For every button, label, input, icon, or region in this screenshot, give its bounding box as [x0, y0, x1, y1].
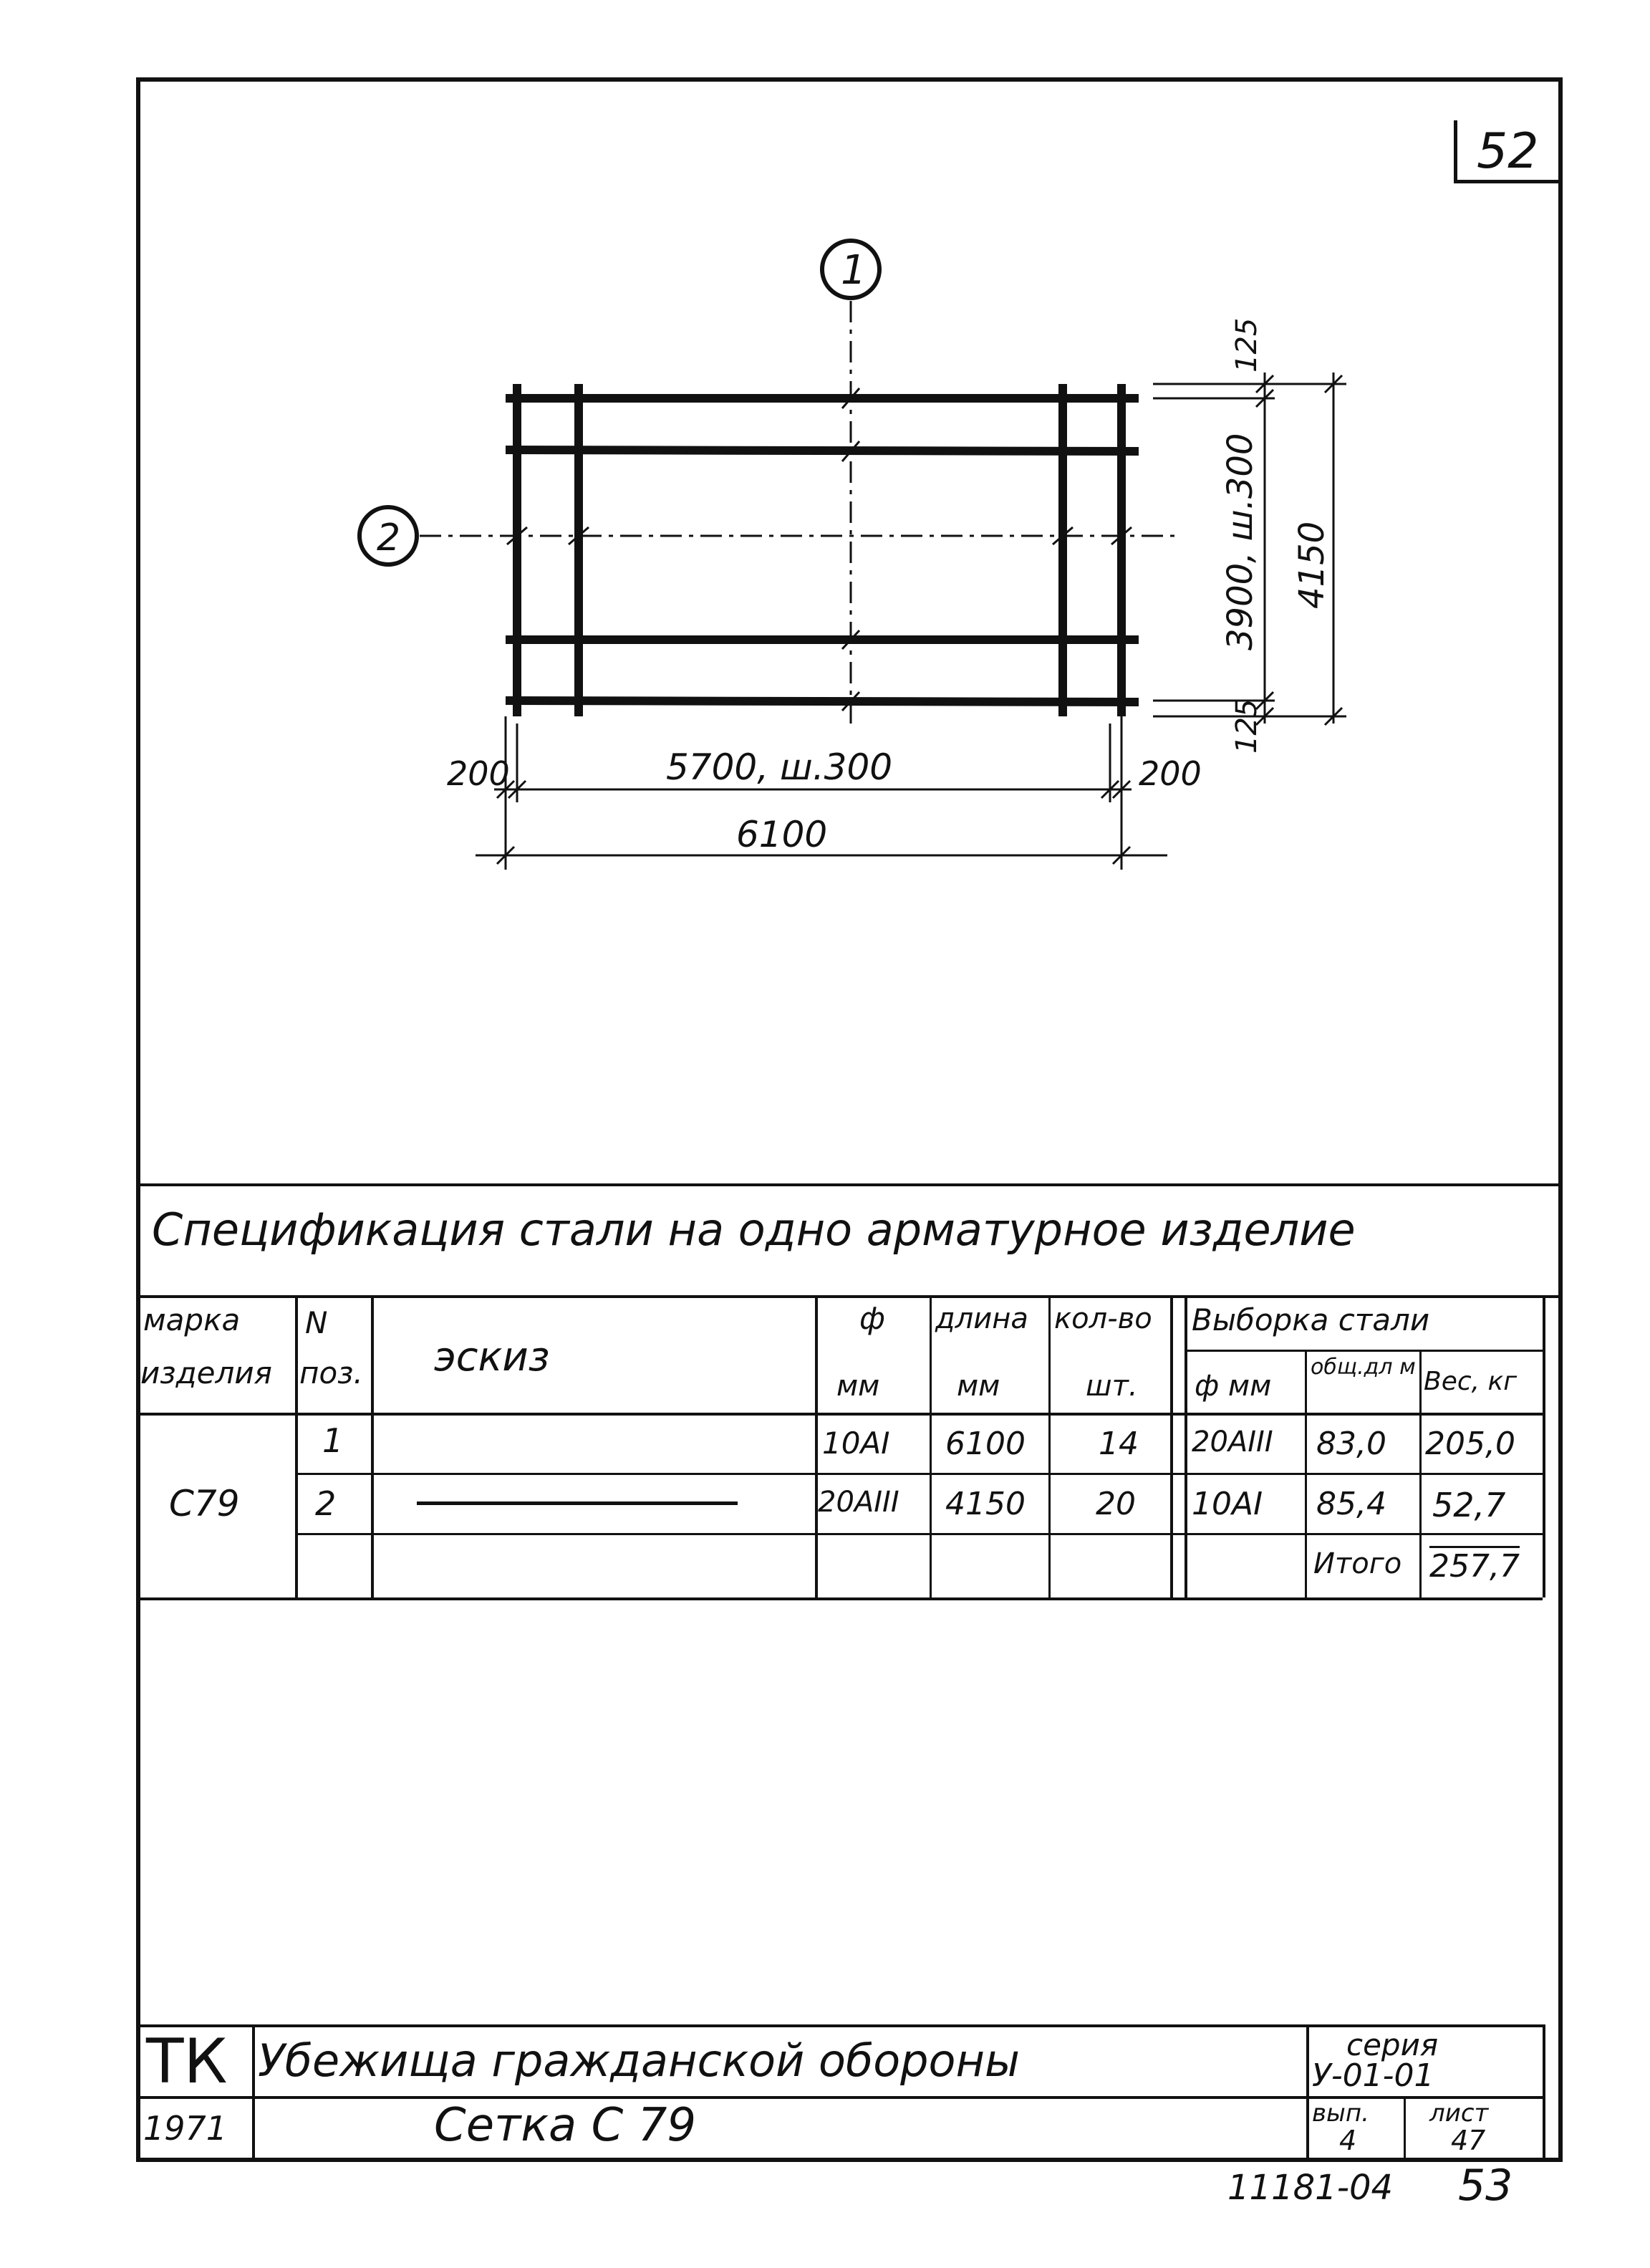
dim-total-width: 6100 — [736, 814, 828, 855]
mark-value: С79 — [169, 1483, 240, 1524]
row1-sel-phi: 20АIII — [1192, 1426, 1273, 1459]
project-title: Убежища гражданской обороны — [258, 2034, 1020, 2087]
dim-bottom-margin: 125 — [1230, 698, 1263, 754]
year: 1971 — [143, 2109, 228, 2148]
dim-inner-width: 5700, ш.300 — [666, 746, 893, 788]
row2-sel-len: 85,4 — [1316, 1486, 1386, 1522]
row2-sel-phi: 10АI — [1192, 1486, 1263, 1522]
spec-title: Спецификация стали на одно арматурное изделие — [152, 1203, 1356, 1256]
total-value: 257,7 — [1429, 1546, 1520, 1585]
titleblock-top-rule — [136, 2024, 1543, 2027]
row2-length: 4150 — [945, 1486, 1026, 1522]
dim-top-margin: 125 — [1230, 317, 1263, 373]
hdr-qty-1: кол-во — [1054, 1302, 1152, 1335]
hdr-qty-2: шт. — [1086, 1370, 1138, 1403]
dim-right-margin: 200 — [1139, 754, 1202, 793]
table-bottom-rule — [136, 1597, 1543, 1600]
hdr-len-2: мм — [957, 1370, 1000, 1403]
hdr-sketch: эскиз — [434, 1334, 550, 1380]
bar-h-4 — [506, 701, 1139, 702]
hdr-pos-1: N — [305, 1305, 328, 1340]
callout-label-2: 2 — [377, 516, 401, 559]
sheet-value: 47 — [1451, 2125, 1486, 2156]
doc-number: 11181-04 — [1227, 2168, 1394, 2208]
hdr-pos-2: поз. — [299, 1355, 363, 1390]
table-top-rule — [136, 1295, 1563, 1298]
row1-phi: 10АI — [822, 1426, 890, 1461]
dim-left-margin: 200 — [447, 754, 510, 793]
total-label: Итого — [1313, 1547, 1402, 1580]
row1-sel-len: 83,0 — [1316, 1426, 1386, 1462]
hdr-sel-phi: ф мм — [1195, 1370, 1272, 1403]
row1-length: 6100 — [945, 1426, 1026, 1462]
bar-h-2 — [506, 450, 1139, 451]
hdr-mark-1: марка — [143, 1302, 241, 1337]
series-label: серия — [1346, 2027, 1439, 2062]
sheet-name: Сетка С 79 — [434, 2099, 697, 2152]
hdr-phi-1: ф — [859, 1301, 885, 1336]
page-number: 53 — [1458, 2161, 1513, 2211]
dim-total-height: 4150 — [1292, 521, 1332, 609]
row1-pos: 1 — [322, 1421, 344, 1460]
dim-inner-height: 3900, ш.300 — [1220, 433, 1260, 650]
row2-pos: 2 — [315, 1484, 337, 1523]
hdr-phi-2: мм — [836, 1370, 880, 1403]
corner-number: 52 — [1477, 123, 1539, 180]
row1-sel-weight: 205,0 — [1425, 1426, 1515, 1462]
issue-label: вып. — [1312, 2099, 1369, 2128]
spec-top-rule — [136, 1183, 1563, 1186]
row2-phi: 20АIII — [818, 1486, 899, 1519]
series-value: У-01-01 — [1312, 2057, 1434, 2094]
row1-qty: 14 — [1099, 1426, 1139, 1462]
org-code: ТК — [146, 2026, 228, 2098]
callout-label-1: 1 — [841, 247, 867, 294]
hdr-mark-2: изделия — [140, 1355, 272, 1390]
hdr-len-1: длина — [935, 1302, 1028, 1335]
row2-sel-weight: 52,7 — [1432, 1486, 1506, 1524]
hdr-sel-len: общ.дл м — [1311, 1355, 1416, 1380]
hdr-selection: Выборка стали — [1192, 1302, 1430, 1337]
sheet-label: лист — [1429, 2099, 1489, 2128]
hdr-sel-weight: Вес, кг — [1424, 1367, 1518, 1396]
row2-qty: 20 — [1096, 1486, 1136, 1522]
issue-value: 4 — [1339, 2125, 1357, 2156]
row2-sketch-bar — [417, 1501, 738, 1505]
